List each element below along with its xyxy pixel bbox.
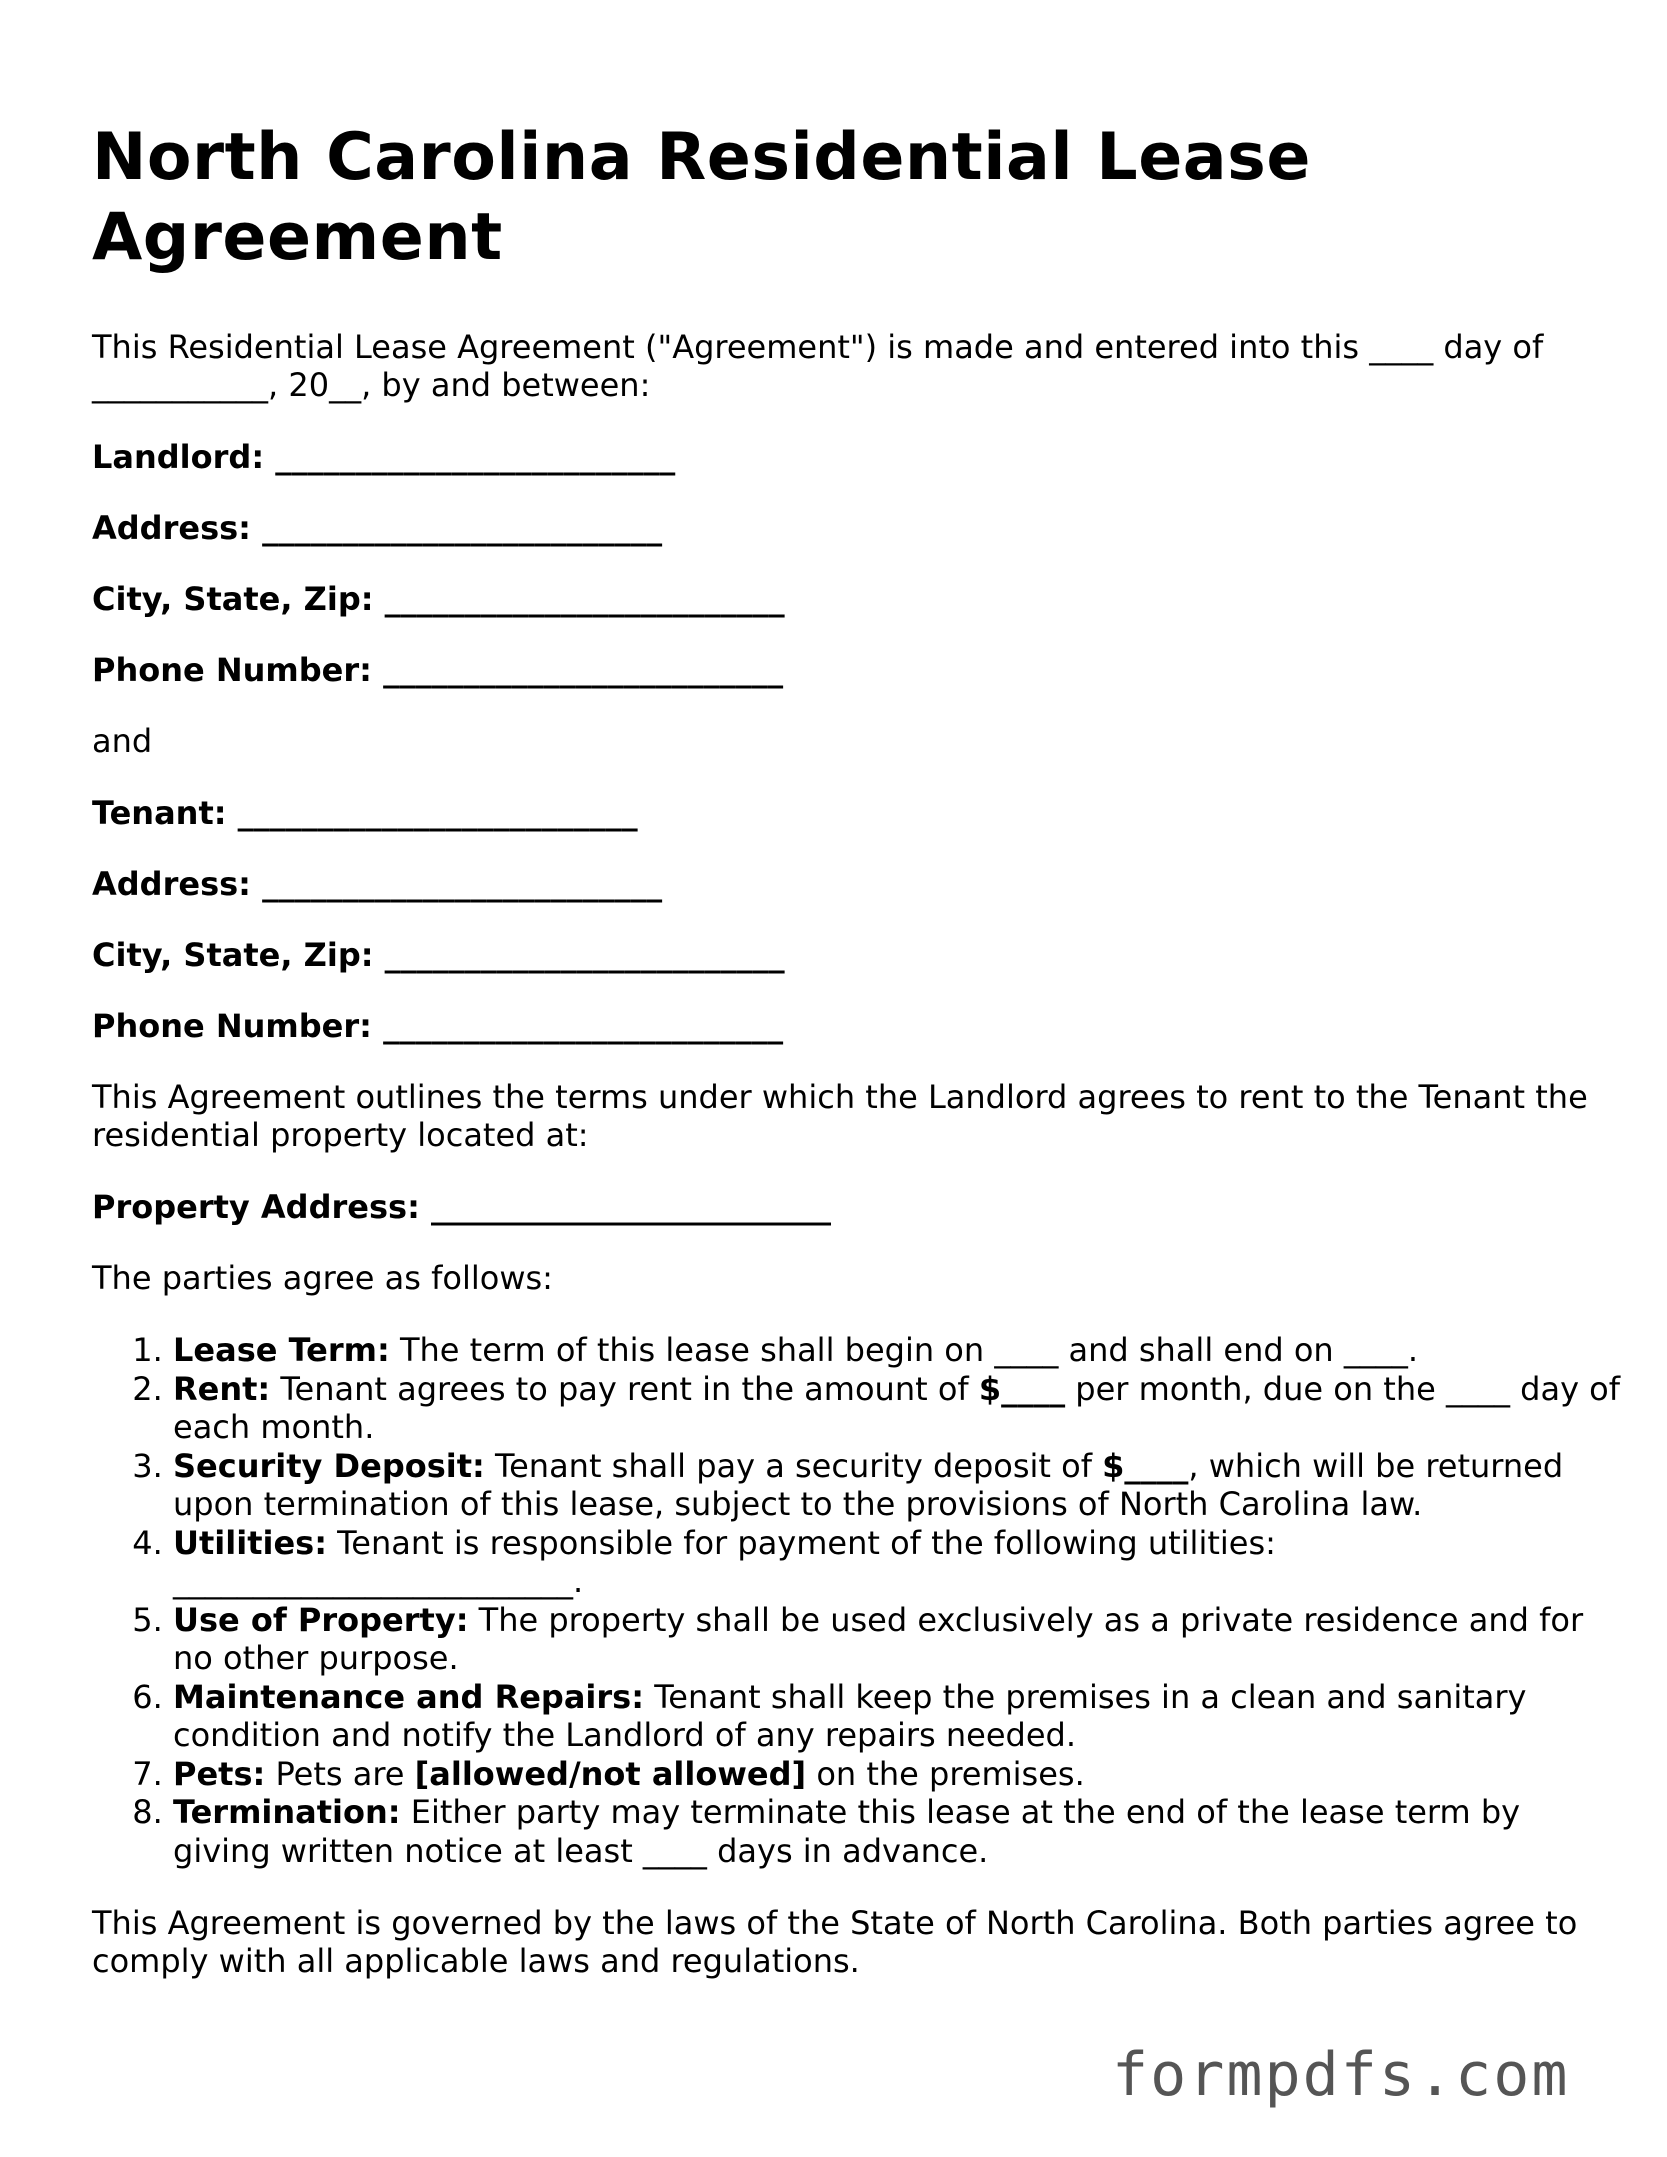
term-label: Termination: [173,1793,401,1831]
term-text: Tenant shall pay a security deposit of [484,1446,1103,1485]
document-title: North Carolina Residential Lease Agreement [92,120,1311,275]
term-lease-term [173,1331,1623,1370]
tenant-name-field: Tenant: _________________________ [92,794,638,832]
term-label: Utilities: [173,1523,327,1562]
terms-list [92,1331,1623,1870]
term-text: per month, due on the ____ day of each month. [173,1369,1621,1446]
term-label: Rent: [173,1369,271,1408]
term-text: , which will be returned upon termination of this lease, subject to the provisions of North Carolina law. [173,1446,1564,1523]
term-amount: $____ [978,1369,1066,1408]
term-text: The term of this lease shall begin on ____ and shall end on ____. [389,1331,1419,1369]
watermark-logo: formpdfs.com [1112,2040,1570,2110]
term-label: Security Deposit: [173,1446,485,1485]
term-pets [173,1755,1623,1794]
term-label: Maintenance and Repairs: [173,1677,645,1716]
tenant-address-field: Address: _________________________ [92,865,663,903]
property-address-field: Property Address: _________________________ [92,1188,831,1226]
parties-agree-text: The parties agree as follows: [92,1259,553,1297]
tenant-city-field: City, State, Zip: _________________________ [92,936,785,974]
landlord-name-field: Landlord: _________________________ [92,438,676,476]
term-amount: $____ [1102,1446,1189,1485]
term-text: The property shall be used exclusively as a private residence and for no other purpose. [173,1600,1584,1677]
outline-paragraph: This Agreement outlines the terms under which the Landlord agrees to rent to the Tenant the residential property located at: [92,1078,1588,1154]
term-text: Either party may terminate this lease at the end of the lease term by giving written notice at least ____ days in advance. [173,1793,1521,1870]
term-termination [173,1793,1623,1870]
term-text: on the premises. [806,1754,1085,1793]
landlord-address-field: Address: _________________________ [92,509,663,547]
term-label: Lease Term: [173,1331,390,1369]
term-use-of-property [173,1601,1623,1678]
term-text: Tenant is responsible for payment of the following utilities: _________________________. [173,1523,1276,1600]
term-label: Pets: [173,1754,266,1793]
term-security-deposit [173,1447,1623,1524]
term-rent [173,1370,1623,1447]
and-text: and [92,722,153,760]
landlord-phone-field: Phone Number: _________________________ [92,651,784,689]
landlord-city-field: City, State, Zip: _________________________ [92,580,785,618]
term-amount: [allowed/not allowed] [414,1754,807,1793]
term-utilities [173,1524,1623,1601]
tenant-phone-field: Phone Number: _________________________ [92,1007,784,1045]
term-text: Tenant agrees to pay rent in the amount of [270,1369,979,1408]
closing-paragraph: This Agreement is governed by the laws of the State of North Carolina. Both parties agree to comply with all applicable laws and regulations. [92,1904,1578,1980]
term-maintenance [173,1678,1623,1755]
document-page [92,118,1621,2014]
intro-paragraph: This Residential Lease Agreement ("Agreement") is made and entered into this ____ day of ___________, 20__, by and between: [92,328,1544,404]
term-label: Use of Property: [173,1600,469,1639]
term-text: Pets are [265,1754,415,1793]
term-text: Tenant shall keep the premises in a clean and sanitary condition and notify the Landlord of any repairs needed. [173,1677,1527,1754]
